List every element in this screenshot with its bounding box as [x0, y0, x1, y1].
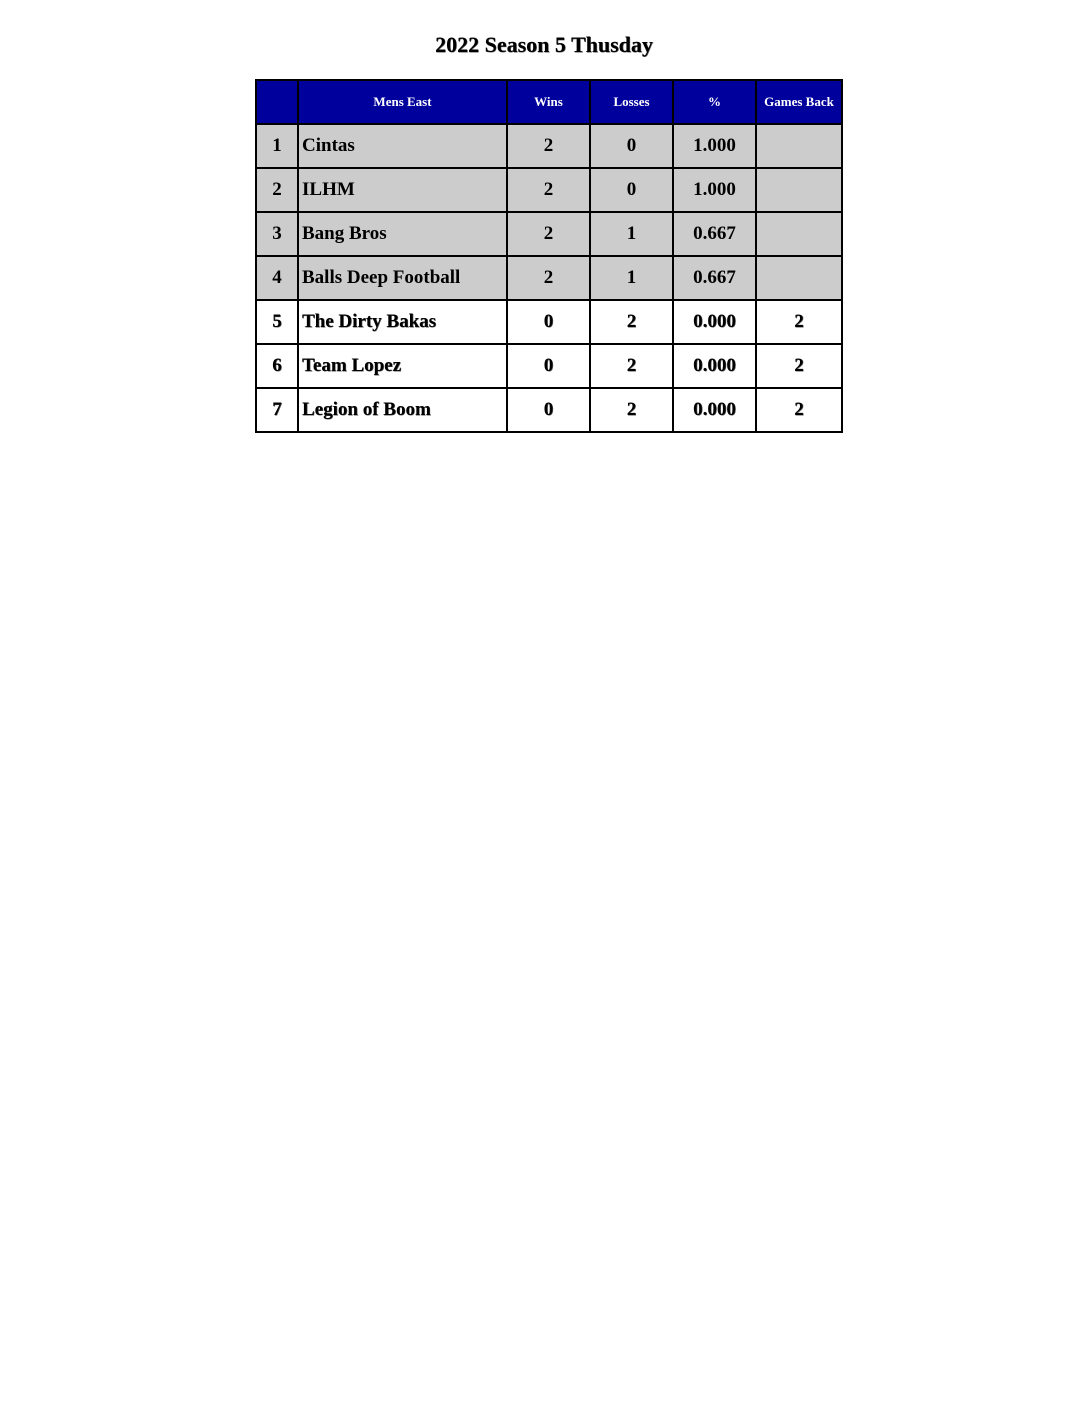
page-title: 2022 Season 5 Thusday	[435, 32, 653, 57]
losses-cell: 2	[590, 300, 673, 344]
games-back-cell	[756, 168, 842, 212]
header-row	[256, 80, 842, 124]
pct-cell: 0.000	[673, 344, 756, 388]
games-back-header: Games Back	[756, 80, 842, 124]
wins-cell: 2	[507, 256, 590, 300]
rank-cell: 7	[256, 388, 298, 432]
pct-cell: 0.000	[673, 388, 756, 432]
rank-cell: 5	[256, 300, 298, 344]
table-row	[256, 124, 842, 168]
team-name-cell: The Dirty Bakas	[298, 300, 507, 344]
table-row	[256, 344, 842, 388]
games-back-cell: 2	[756, 300, 842, 344]
standings-body	[256, 124, 842, 432]
rank-cell: 4	[256, 256, 298, 300]
games-back-cell	[756, 124, 842, 168]
table-row	[256, 300, 842, 344]
team-name-cell: ILHM	[298, 168, 507, 212]
pct-cell: 0.667	[673, 256, 756, 300]
team-name-cell: Cintas	[298, 124, 507, 168]
wins-cell: 0	[507, 344, 590, 388]
team-name-cell: Balls Deep Football	[298, 256, 507, 300]
losses-header: Losses	[590, 80, 673, 124]
losses-cell: 0	[590, 124, 673, 168]
division-header: Mens East	[298, 80, 507, 124]
team-name-cell: Legion of Boom	[298, 388, 507, 432]
losses-cell: 1	[590, 212, 673, 256]
rank-cell: 6	[256, 344, 298, 388]
games-back-cell	[756, 212, 842, 256]
games-back-cell: 2	[756, 344, 842, 388]
rank-cell: 1	[256, 124, 298, 168]
pct-cell: 0.000	[673, 300, 756, 344]
pct-header: %	[673, 80, 756, 124]
wins-cell: 2	[507, 212, 590, 256]
wins-header: Wins	[507, 80, 590, 124]
standings-header	[256, 80, 842, 124]
wins-cell: 2	[507, 168, 590, 212]
pct-cell: 1.000	[673, 124, 756, 168]
table-row	[256, 168, 842, 212]
team-name-cell: Bang Bros	[298, 212, 507, 256]
wins-cell: 0	[507, 388, 590, 432]
losses-cell: 0	[590, 168, 673, 212]
rank-header	[256, 80, 298, 124]
games-back-cell: 2	[756, 388, 842, 432]
games-back-cell	[756, 256, 842, 300]
pct-cell: 1.000	[673, 168, 756, 212]
rank-cell: 3	[256, 212, 298, 256]
table-row	[256, 212, 842, 256]
standings-table	[255, 79, 843, 433]
losses-cell: 2	[590, 344, 673, 388]
losses-cell: 2	[590, 388, 673, 432]
table-row	[256, 388, 842, 432]
rank-cell: 2	[256, 168, 298, 212]
wins-cell: 0	[507, 300, 590, 344]
wins-cell: 2	[507, 124, 590, 168]
losses-cell: 1	[590, 256, 673, 300]
team-name-cell: Team Lopez	[298, 344, 507, 388]
pct-cell: 0.667	[673, 212, 756, 256]
table-row	[256, 256, 842, 300]
